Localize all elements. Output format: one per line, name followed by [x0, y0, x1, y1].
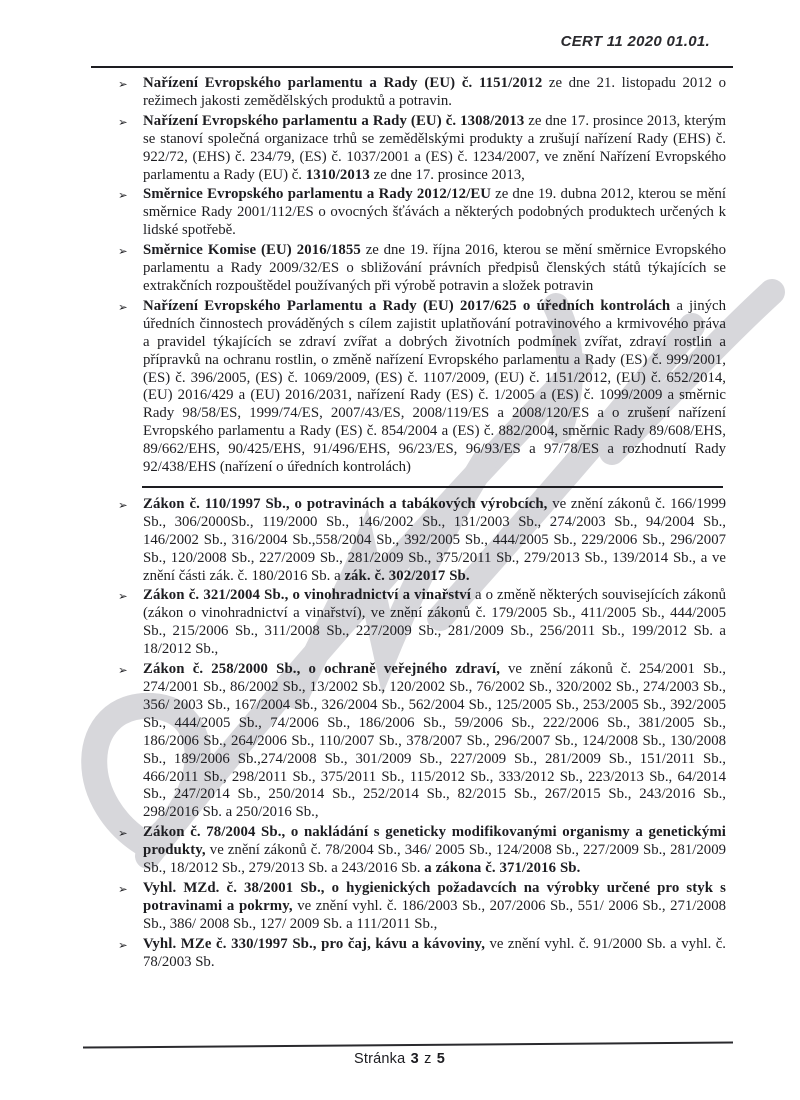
legislation-item [118, 880, 726, 934]
footer-current-page: 3 [410, 1051, 419, 1067]
bullet-arrow-icon: ➢ [118, 497, 128, 512]
section-divider-rule [142, 486, 723, 488]
page-number [0, 1051, 800, 1067]
legislation-item [118, 496, 726, 586]
item-text: Zákon č. 321/2004 Sb., o vinohradnictví a vinařství a o změně některých souvisejících zákonů (zákon o vinohradnictví a vinařství), ve znění zákonů č. 179/2005 Sb., 411/2005 Sb., 444/2005 Sb., 215/2006 Sb., 311/2008 Sb., 227/2009 Sb., 281/2009 Sb., 256/2011 Sb., 199/2012 Sb. a 18/2012 Sb., [143, 587, 727, 658]
item-text: Směrnice Komise (EU) 2016/1855 ze dne 19. října 2016, kterou se mění směrnice Evropského parlamentu a Rady 2009/32/ES o sbližování právních předpisů členských států týkajících se extrakčních rozpouštědel používaných při výrobě potravin a složek potravin [143, 242, 726, 294]
item-text: Nařízení Evropského parlamentu a Rady (EU) č. 1151/2012 ze dne 21. listopadu 2012 o režimech jakosti zemědělských produktů a potravin. [143, 75, 727, 109]
item-text: Zákon č. 258/2000 Sb., o ochraně veřejného zdraví, ve znění zákonů č. 254/2001 Sb., 274/2001 Sb., 86/2002 Sb., 13/2002 Sb., 120/2002 Sb., 76/2002 Sb., 320/2002 Sb., 274/2003 Sb., 356/ 2003 Sb., 167/2004 Sb., 326/2004 Sb., 562/2004 Sb., 125/2005 Sb., 253/2005 Sb., 392/2005 Sb., 444/2005 Sb., 74/2006 Sb., 186/2006 Sb., 59/2006 Sb., 222/2006 Sb., 381/2005 Sb., 186/2006 Sb., 264/2006 Sb., 110/2007 Sb., 378/2007 Sb., 296/2007 Sb., 124/2008 Sb., 130/2008 Sb., 189/2006 Sb.,274/2008 Sb., 301/2009 Sb., 227/2009 Sb., 281/2009 Sb., 151/2011 Sb., 466/2011 Sb., 298/2011 Sb., 375/2011 Sb., 115/2012 Sb., 333/2012 Sb., 223/2013 Sb., 64/2014 Sb., 247/2014 Sb., 250/2014 Sb., 252/2014 Sb., 82/2015 Sb., 267/2015 Sb., 243/2016 Sb., 298/2016 Sb. a 250/2016 Sb., [143, 661, 726, 821]
bullet-arrow-icon: ➢ [118, 663, 128, 678]
document-body [118, 75, 726, 974]
eu-legislation-list [118, 75, 726, 477]
item-text: Směrnice Evropského parlamentu a Rady 2012/12/EU ze dne 19. dubna 2012, kterou se mění směrnice Rady 2001/112/ES o ovocných šťávách a některých podobných produktech určených k lidské spotřebě. [143, 186, 726, 239]
national-legislation-list [118, 496, 726, 972]
item-text: Vyhl. MZd. č. 38/2001 Sb., o hygienických požadavcích na výrobky určené pro styk s potravinami a pokrmy, ve znění vyhl. č. 186/2003 Sb., 207/2006 Sb., 551/ 2006 Sb., 271/2008 Sb., 386/ 2008 Sb., 127/ 2009 Sb. a 111/2011 Sb., [143, 879, 726, 932]
bullet-arrow-icon: ➢ [118, 77, 128, 91]
legislation-item [118, 186, 726, 240]
item-text: Zákon č. 78/2004 Sb., o nakládání s geneticky modifikovanými organismy a genetickými produkty, ve znění zákonů č. 78/2004 Sb., 346/ 2005 Sb., 124/2008 Sb., 227/2009 Sb., 281/2009 Sb., 18/2012 Sb., 279/2013 Sb. a 243/2016 Sb. a zákona č. 371/2016 Sb. [143, 824, 726, 877]
bullet-arrow-icon: ➢ [118, 114, 128, 129]
legislation-item [118, 298, 726, 477]
item-text: Zákon č. 110/1997 Sb., o potravinách a tabákových výrobcích, ve znění zákonů č. 166/1999 Sb., 306/2000Sb., 119/2000 Sb., 146/2002 Sb., 131/2003 Sb., 274/2003 Sb., 94/2004 Sb., 146/2002 Sb., 316/2004 Sb.,558/2004 Sb., 392/2005 Sb., 444/2005 Sb., 229/2006 Sb., 296/2007 Sb., 120/2008 Sb., 227/2009 Sb., 281/2009 Sb., 375/2011 Sb., 279/2013 Sb., 139/2014 Sb., a ve znění části zák. č. 180/2016 Sb. a zák. č. 302/2017 Sb. [143, 495, 726, 584]
item-text: Vyhl. MZe č. 330/1997 Sb., pro čaj, kávu a kávoviny, ve znění vyhl. č. 91/2000 Sb. a vyhl. č. 78/2003 Sb. [143, 935, 726, 970]
legislation-item [118, 936, 726, 972]
footer-label: Stránka [353, 1051, 406, 1067]
bullet-arrow-icon: ➢ [118, 188, 128, 203]
item-text: Nařízení Evropského parlamentu a Rady (EU) č. 1308/2013 ze dne 17. prosince 2013, kterým se stanoví společná organizace trhů se zemědělskými produkty a zrušují nařízení Rady (EHS) č. 922/72, (EHS) č. 234/79, (ES) č. 1037/2001 a (ES) č. 1234/2007, ve znění Nařízení Evropského parlamentu a Rady (EU) č. 1310/2013 ze dne 17. prosince 2013, [143, 112, 726, 183]
legislation-item [118, 113, 726, 185]
item-text: Nařízení Evropského Parlamentu a Rady (EU) 2017/625 o úředních kontrolách a jiných úředních činnostech prováděných s cílem zajistit uplatňování potravinového a krmivového práva a pravidel týkajících se zdraví zvířat a dobrých životních podmínek zvířat, zdraví rostlin a přípravků na ochranu rostlin, o změně nařízení Evropského parlamentu a Rady (ES) č. 999/2001, (ES) č. 396/2005, (ES) č. 1069/2009, (ES) č. 1107/2009, (EU) č. 1151/2012, (EU) č. 652/2014, (EU) 2016/429 a (EU) 2016/2031, nařízení Rady (ES) č. 1/2005 a (ES) č. 1099/2009 a směrnic Rady 98/58/ES, 1999/74/ES, 2007/43/ES, 2008/119/ES a 2008/120/ES a o zrušení nařízení Evropského parlamentu a Rady (ES) č. 854/2004 a (ES) č. 882/2004, směrnic Rady 89/608/EHS, 89/662/EHS, 90/425/EHS, 91/496/EHS, 96/23/ES, 96/93/ES a 97/78/ES a rozhodnutí Rady 92/438/EHS (nařízení o úředních kontrolách) [143, 297, 727, 476]
bullet-arrow-icon: ➢ [118, 826, 128, 841]
footer-total-pages: 5 [436, 1051, 446, 1067]
header-rule [91, 66, 733, 68]
footer-rule [83, 1041, 733, 1048]
bullet-arrow-icon: ➢ [118, 937, 128, 952]
bullet-arrow-icon: ➢ [118, 299, 128, 314]
bullet-arrow-icon: ➢ [118, 881, 128, 896]
bullet-arrow-icon: ➢ [118, 244, 128, 259]
legislation-item [118, 587, 726, 659]
legislation-item [118, 661, 726, 822]
legislation-item [118, 75, 726, 111]
document-code: CERT 11 2020 01.01. [560, 33, 710, 50]
legislation-item [118, 242, 726, 296]
legislation-item [118, 824, 726, 878]
footer-of: z [424, 1051, 432, 1067]
bullet-arrow-icon: ➢ [118, 589, 128, 604]
